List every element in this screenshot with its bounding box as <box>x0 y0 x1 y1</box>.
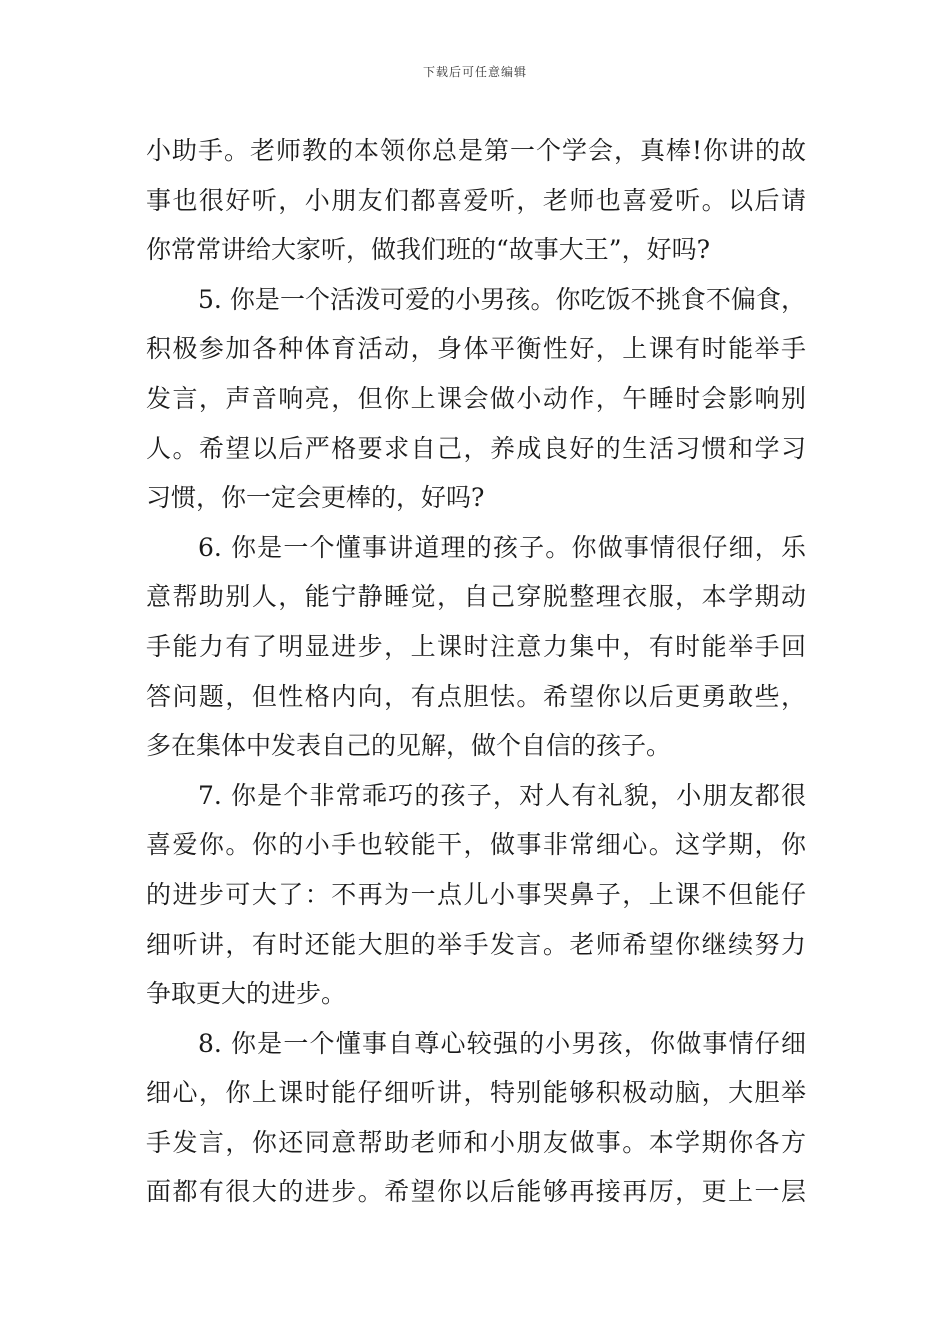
text-line: 答问题，但性格内向，有点胆怯。希望你以后更勇敢些， <box>146 681 806 711</box>
text-line: 发言，声音响亮，但你上课会做小动作，午睡时会影响别 <box>146 383 806 413</box>
paragraph-start-line: 5. 你是一个活泼可爱的小男孩。你吃饭不挑食不偏食， <box>198 284 806 314</box>
text-line: 细心，你上课时能仔细听讲，特别能够积极动脑，大胆举 <box>146 1078 806 1108</box>
paragraph-start-line: 6. 你是一个懂事讲道理的孩子。你做事情很仔细，乐 <box>198 532 806 562</box>
text-line: 小助手。老师教的本领你总是第一个学会，真棒!你讲的故 <box>146 136 806 165</box>
text-line: 多在集体中发表自己的见解，做个自信的孩子。 <box>146 731 672 761</box>
text-line: 你常常讲给大家听，做我们班的“故事大王”，好吗? <box>146 235 710 265</box>
text-line: 事也很好听，小朋友们都喜爱听，老师也喜爱听。以后请 <box>146 185 806 215</box>
text-line: 手发言，你还同意帮助老师和小朋友做事。本学期你各方 <box>146 1127 806 1157</box>
text-line: 习惯，你一定会更棒的，好吗? <box>146 483 485 513</box>
text-line: 人。希望以后严格要求自己，养成良好的生活习惯和学习 <box>146 433 806 463</box>
text-line: 意帮助别人，能宁静睡觉，自己穿脱整理衣服，本学期动 <box>146 582 806 612</box>
text-line: 手能力有了明显进步，上课时注意力集中，有时能举手回 <box>146 631 806 661</box>
text-line: 积极参加各种体育活动，身体平衡性好，上课有时能举手 <box>146 334 806 364</box>
text-line: 面都有很大的进步。希望你以后能够再接再厉，更上一层 <box>146 1177 806 1207</box>
page-header: 下载后可任意编辑 <box>422 65 527 79</box>
paragraph-start-line: 7. 你是个非常乖巧的孩子，对人有礼貌，小朋友都很 <box>198 780 806 810</box>
text-line: 喜爱你。你的小手也较能干，做事非常细心。这学期，你 <box>146 830 806 860</box>
paragraph-start-line: 8. 你是一个懂事自尊心较强的小男孩，你做事情仔细 <box>198 1028 806 1058</box>
text-line: 争取更大的进步。 <box>146 979 347 1009</box>
text-line: 的进步可大了：不再为一点儿小事哭鼻子，上课不但能仔 <box>146 879 806 909</box>
text-line: 细听讲，有时还能大胆的举手发言。老师希望你继续努力 <box>146 929 806 959</box>
document-body <box>146 126 806 1217</box>
